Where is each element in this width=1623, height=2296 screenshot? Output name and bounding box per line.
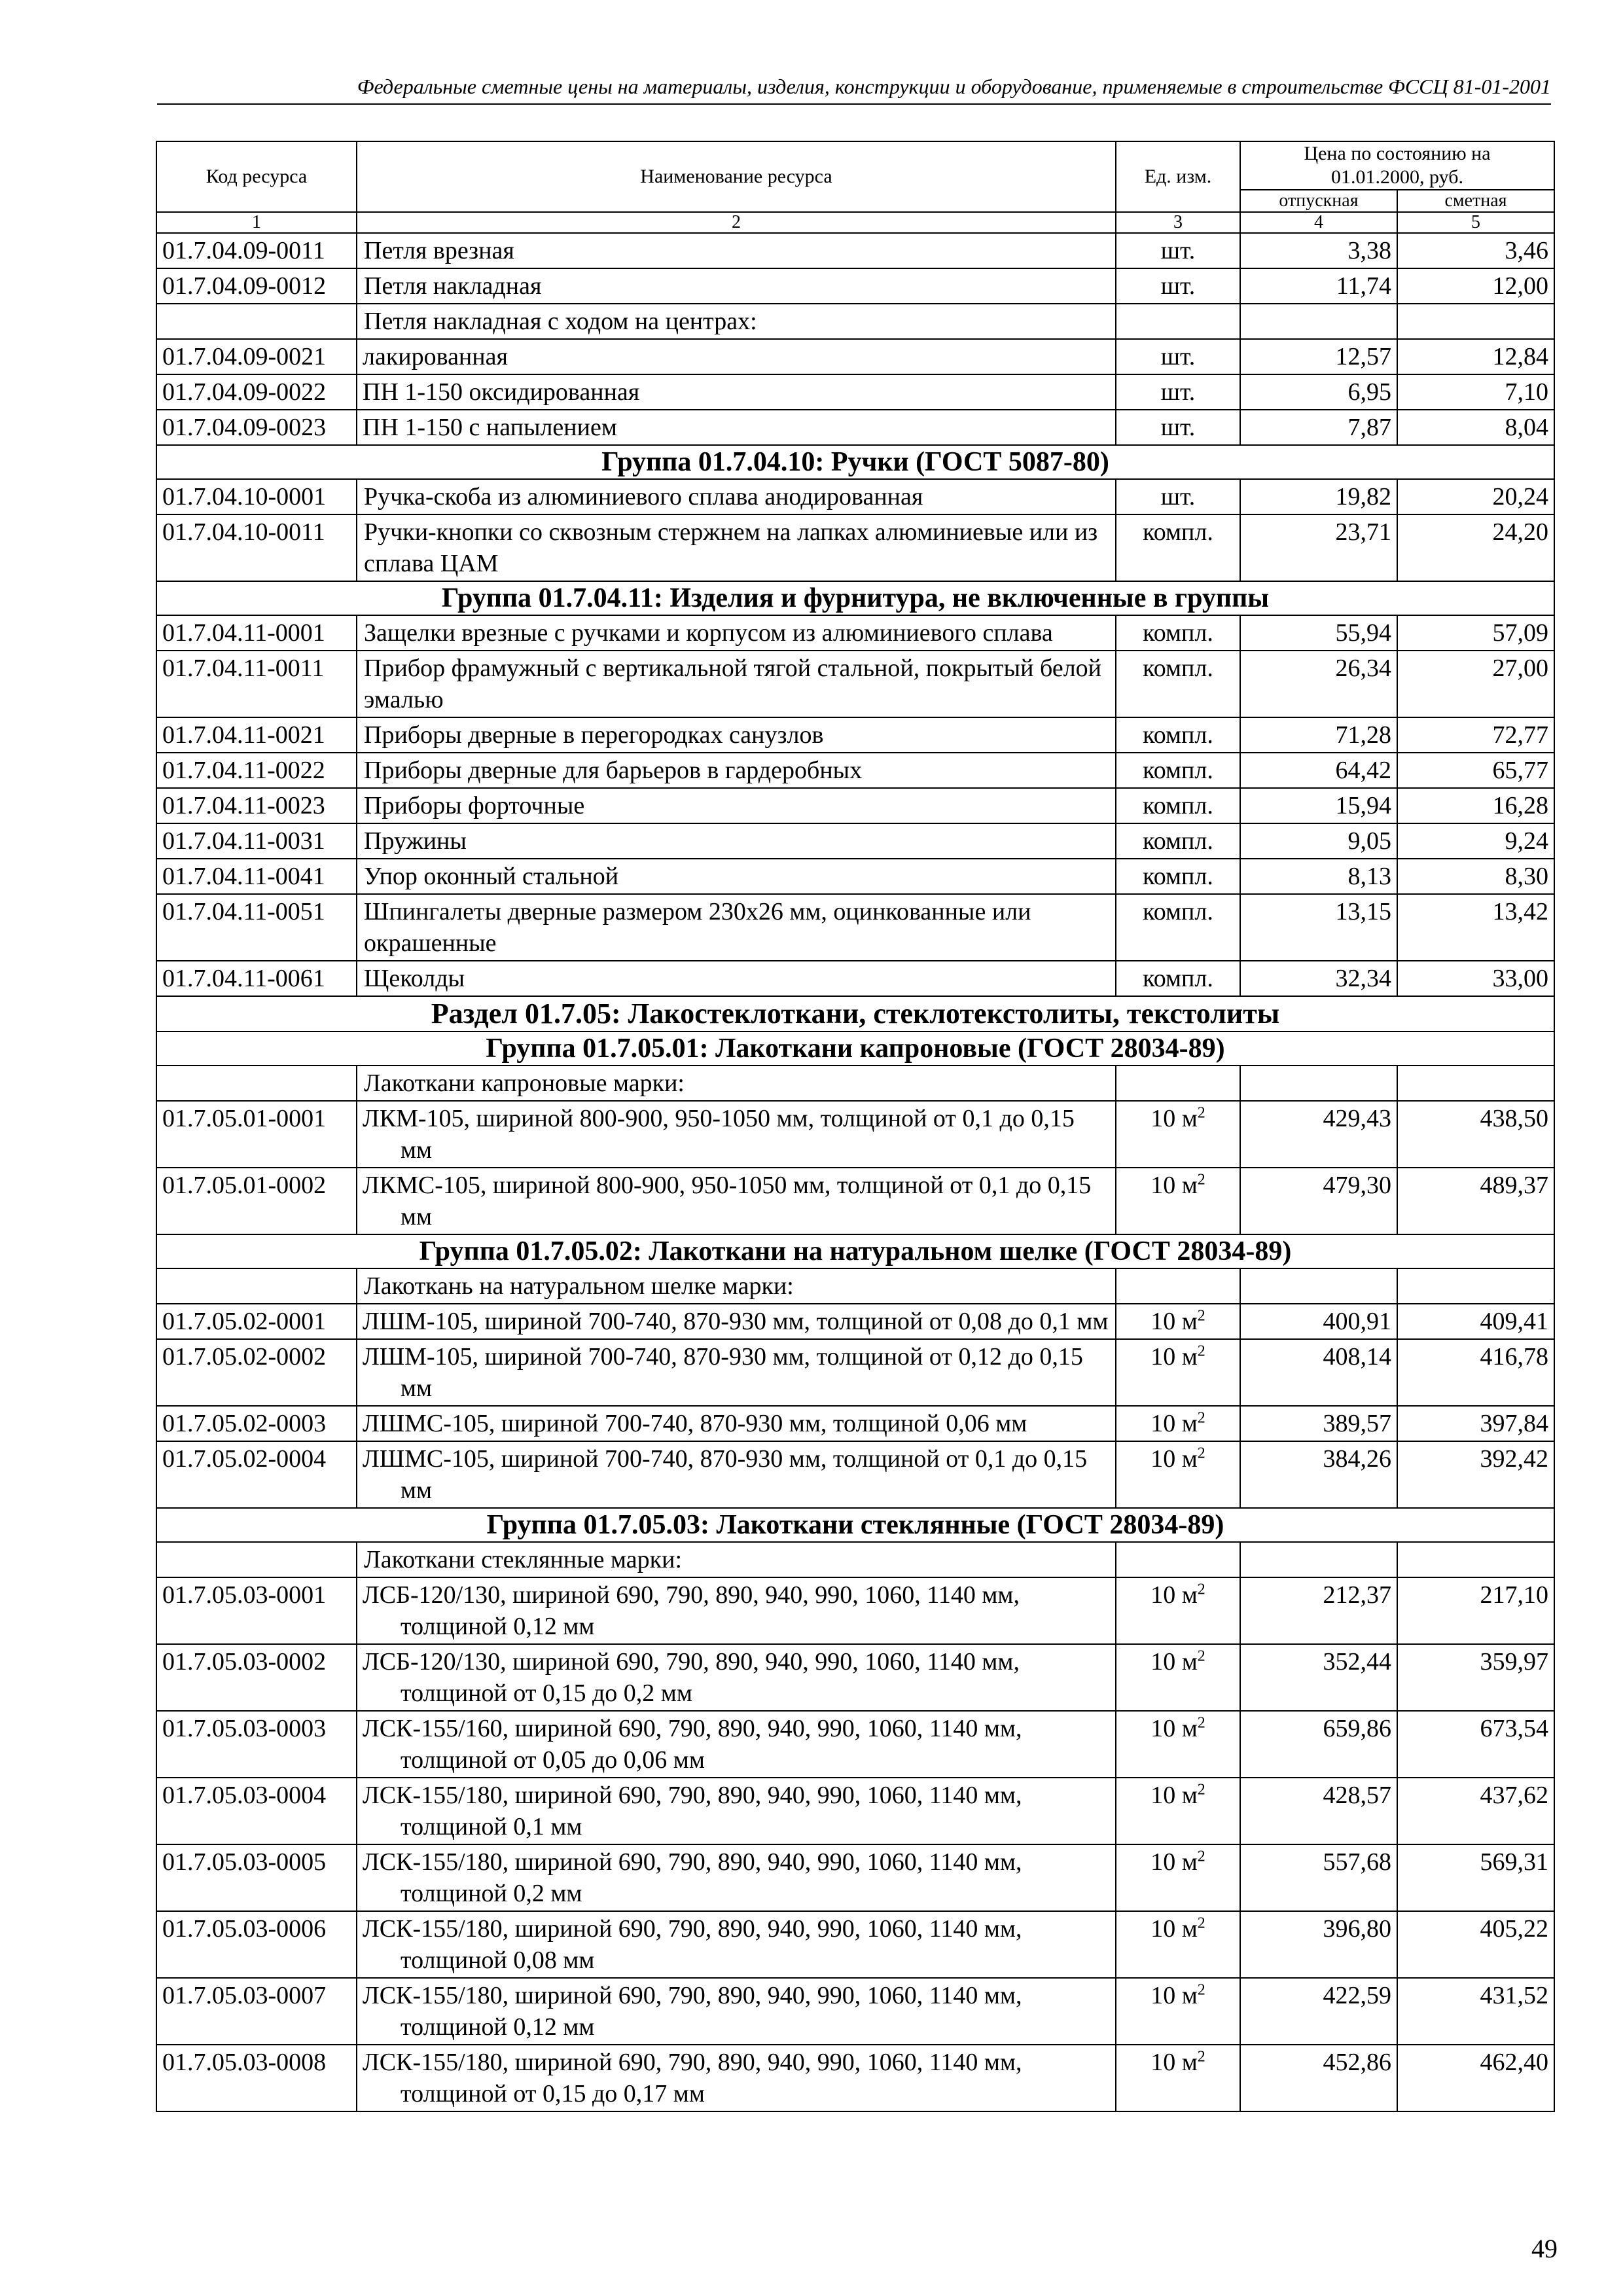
table-row (156, 1406, 1554, 1441)
column-number: 2 (357, 212, 1116, 233)
estimate-price: 16,28 (1397, 788, 1554, 823)
estimate-price: 65,77 (1397, 753, 1554, 788)
resource-code: 01.7.05.02-0003 (156, 1406, 357, 1441)
estimate-price: 431,52 (1397, 1978, 1554, 2045)
release-price: 557,68 (1240, 1844, 1397, 1911)
subheading-row (156, 1066, 1554, 1101)
unit-cell (1116, 753, 1240, 788)
header-name: Наименование ресурса (357, 141, 1116, 212)
table-row (156, 823, 1554, 859)
header-estimate: сметная (1397, 190, 1554, 212)
release-price: 11,74 (1240, 268, 1397, 304)
estimate-price: 392,42 (1397, 1441, 1554, 1508)
resource-name: ЛШМС-105, шириной 700-740, 870-930 мм, толщиной 0,06 мм (357, 1406, 1116, 1441)
unit-text: 10 м (1150, 1915, 1198, 1943)
estimate-price: 13,42 (1397, 894, 1554, 961)
resource-name: ЛКМ-105, шириной 800-900, 950-1050 мм, толщиной от 0,1 до 0,15 мм (357, 1101, 1116, 1168)
unit-superscript: 2 (1197, 1981, 1205, 1999)
resource-code: 01.7.04.11-0023 (156, 788, 357, 823)
release-price: 212,37 (1240, 1577, 1397, 1644)
unit-cell (1116, 514, 1240, 581)
unit-cell (1116, 1339, 1240, 1406)
resource-code: 01.7.05.03-0008 (156, 2045, 357, 2111)
resource-code: 01.7.04.11-0001 (156, 615, 357, 651)
release-price: 428,57 (1240, 1778, 1397, 1844)
resource-name: Приборы форточные (357, 788, 1116, 823)
table-row (156, 268, 1554, 304)
table-row (156, 651, 1554, 717)
estimate-price: 33,00 (1397, 961, 1554, 996)
resource-code: 01.7.05.03-0005 (156, 1844, 357, 1911)
table-row (156, 1577, 1554, 1644)
resource-code: 01.7.04.09-0012 (156, 268, 357, 304)
release-price-cell (1240, 1542, 1397, 1577)
unit-cell (1116, 1644, 1240, 1711)
resource-name: Приборы дверные в перегородках санузлов (357, 717, 1116, 753)
table-row (156, 615, 1554, 651)
unit-cell (1116, 788, 1240, 823)
unit-cell (1116, 859, 1240, 894)
unit-cell (1116, 615, 1240, 651)
table-row (156, 894, 1554, 961)
table-row (156, 479, 1554, 514)
estimate-price-cell (1397, 1066, 1554, 1101)
estimate-price: 27,00 (1397, 651, 1554, 717)
estimate-price: 409,41 (1397, 1304, 1554, 1339)
resource-code: 01.7.05.02-0002 (156, 1339, 357, 1406)
release-price: 3,38 (1240, 233, 1397, 268)
unit-cell (1116, 268, 1240, 304)
resource-code: 01.7.04.09-0011 (156, 233, 357, 268)
group-title: Группа 01.7.05.02: Лакоткани на натуральном шелке (ГОСТ 28034-89) (156, 1234, 1554, 1268)
unit-text: шт. (1160, 378, 1196, 406)
unit-cell (1116, 479, 1240, 514)
resource-name: ЛШМС-105, шириной 700-740, 870-930 мм, толщиной от 0,1 до 0,15 мм (357, 1441, 1116, 1508)
unit-text: 10 м (1150, 1715, 1198, 1742)
unit-superscript: 2 (1197, 1714, 1205, 1732)
resource-name: Пружины (357, 823, 1116, 859)
unit-cell (1116, 1711, 1240, 1778)
group-title: Группа 01.7.05.03: Лакоткани стеклянные (ГОСТ 28034-89) (156, 1508, 1554, 1542)
resource-code-cell (156, 1268, 357, 1304)
unit-text: шт. (1160, 343, 1196, 370)
resource-name: ЛШМ-105, шириной 700-740, 870-930 мм, толщиной от 0,08 до 0,1 мм (357, 1304, 1116, 1339)
group-heading-row (156, 1031, 1554, 1066)
unit-superscript: 2 (1197, 1914, 1205, 1932)
table-row (156, 788, 1554, 823)
release-price: 429,43 (1240, 1101, 1397, 1168)
resource-code: 01.7.05.03-0006 (156, 1911, 357, 1978)
estimate-price: 7,10 (1397, 374, 1554, 410)
table-row (156, 1644, 1554, 1711)
table-row (156, 339, 1554, 374)
estimate-price: 673,54 (1397, 1711, 1554, 1778)
resource-name: ЛСБ-120/130, шириной 690, 790, 890, 940, 990, 1060, 1140 мм, толщиной от 0,15 до 0,2 мм (357, 1644, 1116, 1711)
release-price: 32,34 (1240, 961, 1397, 996)
resource-code: 01.7.05.02-0004 (156, 1441, 357, 1508)
release-price: 396,80 (1240, 1911, 1397, 1978)
table-row (156, 717, 1554, 753)
resource-code: 01.7.05.01-0001 (156, 1101, 357, 1168)
resource-code: 01.7.05.03-0004 (156, 1778, 357, 1844)
estimate-price: 20,24 (1397, 479, 1554, 514)
resource-name: ЛШМ-105, шириной 700-740, 870-930 мм, толщиной от 0,12 до 0,15 мм (357, 1339, 1116, 1406)
unit-cell (1116, 1978, 1240, 2045)
resource-code: 01.7.04.10-0001 (156, 479, 357, 514)
unit-cell (1116, 1844, 1240, 1911)
resource-name: ЛСК-155/160, шириной 690, 790, 890, 940, 990, 1060, 1140 мм, толщиной от 0,05 до 0,06 мм (357, 1711, 1116, 1778)
unit-text: 10 м (1150, 2049, 1198, 2076)
estimate-price: 489,37 (1397, 1168, 1554, 1234)
release-price: 389,57 (1240, 1406, 1397, 1441)
unit-cell (1116, 1542, 1240, 1577)
release-price: 479,30 (1240, 1168, 1397, 1234)
unit-cell (1116, 1911, 1240, 1978)
estimate-price-cell (1397, 1268, 1554, 1304)
unit-text: 10 м (1150, 1445, 1198, 1473)
unit-text: компл. (1143, 898, 1213, 925)
unit-superscript: 2 (1197, 1781, 1205, 1799)
group-heading-row (156, 445, 1554, 479)
unit-superscript: 2 (1197, 1647, 1205, 1665)
group-heading-row (156, 1508, 1554, 1542)
unit-cell (1116, 823, 1240, 859)
resource-name: Приборы дверные для барьеров в гардеробных (357, 753, 1116, 788)
unit-cell (1116, 233, 1240, 268)
section-title: Раздел 01.7.05: Лакостеклоткани, стеклотекстолиты, текстолиты (156, 996, 1554, 1031)
unit-cell (1116, 339, 1240, 374)
resource-code: 01.7.04.11-0051 (156, 894, 357, 961)
subheading-text: Петля накладная с ходом на центрах: (357, 304, 1116, 339)
unit-cell (1116, 894, 1240, 961)
resource-name: Упор оконный стальной (357, 859, 1116, 894)
release-price: 15,94 (1240, 788, 1397, 823)
resource-name: ЛСК-155/180, шириной 690, 790, 890, 940, 990, 1060, 1140 мм, толщиной 0,2 мм (357, 1844, 1116, 1911)
resource-name: ЛСК-155/180, шириной 690, 790, 890, 940, 990, 1060, 1140 мм, толщиной от 0,15 до 0,17 мм (357, 2045, 1116, 2111)
resource-name: ЛСК-155/180, шириной 690, 790, 890, 940, 990, 1060, 1140 мм, толщиной 0,08 мм (357, 1911, 1116, 1978)
resource-code-cell (156, 1066, 357, 1101)
column-number: 5 (1397, 212, 1554, 233)
release-price: 6,95 (1240, 374, 1397, 410)
resource-code: 01.7.04.11-0011 (156, 651, 357, 717)
resource-name: Ручки-кнопки со сквозным стержнем на лапках алюминиевые или из сплава ЦАМ (357, 514, 1116, 581)
resource-code: 01.7.04.09-0021 (156, 339, 357, 374)
table-body (156, 233, 1554, 2111)
table-row (156, 1711, 1554, 1778)
unit-text: шт. (1160, 237, 1196, 264)
release-price: 13,15 (1240, 894, 1397, 961)
release-price: 71,28 (1240, 717, 1397, 753)
resource-code: 01.7.04.09-0023 (156, 410, 357, 445)
table-row (156, 514, 1554, 581)
unit-text: шт. (1160, 483, 1196, 511)
estimate-price: 462,40 (1397, 2045, 1554, 2111)
unit-text: 10 м (1150, 1105, 1198, 1132)
release-price: 384,26 (1240, 1441, 1397, 1508)
resource-name: Ручка-скоба из алюминиевого сплава анодированная (357, 479, 1116, 514)
table-row (156, 1168, 1554, 1234)
resource-name: ЛСК-155/180, шириной 690, 790, 890, 940, 990, 1060, 1140 мм, толщиной 0,12 мм (357, 1978, 1116, 2045)
unit-cell (1116, 1577, 1240, 1644)
release-price-cell (1240, 1268, 1397, 1304)
estimate-price: 416,78 (1397, 1339, 1554, 1406)
estimate-price: 57,09 (1397, 615, 1554, 651)
unit-cell (1116, 961, 1240, 996)
estimate-price: 9,24 (1397, 823, 1554, 859)
release-price: 26,34 (1240, 651, 1397, 717)
table-row (156, 1778, 1554, 1844)
estimate-price: 569,31 (1397, 1844, 1554, 1911)
resource-name: Прибор фрамужный с вертикальной тягой стальной, покрытый белой эмалью (357, 651, 1116, 717)
table-row (156, 1978, 1554, 2045)
unit-text: 10 м (1150, 1848, 1198, 1876)
estimate-price: 397,84 (1397, 1406, 1554, 1441)
resource-name: ПН 1-150 оксидированная (357, 374, 1116, 410)
resource-code: 01.7.04.11-0061 (156, 961, 357, 996)
release-price: 659,86 (1240, 1711, 1397, 1778)
unit-cell (1116, 1101, 1240, 1168)
header-unit: Ед. изм. (1116, 141, 1240, 212)
unit-text: 10 м (1150, 1343, 1198, 1371)
release-price: 12,57 (1240, 339, 1397, 374)
resource-name: ЛСБ-120/130, шириной 690, 790, 890, 940, 990, 1060, 1140 мм, толщиной 0,12 мм (357, 1577, 1116, 1644)
resource-code-cell (156, 1542, 357, 1577)
table-row (156, 410, 1554, 445)
unit-cell (1116, 1304, 1240, 1339)
unit-superscript: 2 (1197, 1409, 1205, 1427)
estimate-price: 12,84 (1397, 339, 1554, 374)
unit-text: 10 м (1150, 1308, 1198, 1335)
release-price: 408,14 (1240, 1339, 1397, 1406)
release-price-cell (1240, 1066, 1397, 1101)
resource-code: 01.7.05.03-0002 (156, 1644, 357, 1711)
unit-superscript: 2 (1197, 1342, 1205, 1360)
resource-code: 01.7.04.11-0031 (156, 823, 357, 859)
table-row (156, 961, 1554, 996)
estimate-price: 12,00 (1397, 268, 1554, 304)
resource-name: Петля накладная (357, 268, 1116, 304)
resource-name: ЛКМС-105, шириной 800-900, 950-1050 мм, толщиной от 0,1 до 0,15 мм (357, 1168, 1116, 1234)
resource-code: 01.7.04.09-0022 (156, 374, 357, 410)
unit-text: компл. (1143, 965, 1213, 992)
subheading-text: Лакоткань на натуральном шелке марки: (357, 1268, 1116, 1304)
resource-code: 01.7.04.11-0021 (156, 717, 357, 753)
release-price: 19,82 (1240, 479, 1397, 514)
group-title: Группа 01.7.04.10: Ручки (ГОСТ 5087-80) (156, 445, 1554, 479)
unit-superscript: 2 (1197, 1848, 1205, 1865)
release-price: 7,87 (1240, 410, 1397, 445)
subheading-text: Лакоткани стеклянные марки: (357, 1542, 1116, 1577)
header-code: Код ресурса (156, 141, 357, 212)
column-number-row (156, 212, 1554, 233)
table-row (156, 753, 1554, 788)
table-row (156, 1101, 1554, 1168)
release-price: 8,13 (1240, 859, 1397, 894)
unit-text: 10 м (1150, 1581, 1198, 1609)
unit-superscript: 2 (1197, 1104, 1205, 1122)
release-price: 452,86 (1240, 2045, 1397, 2111)
group-heading-row (156, 1234, 1554, 1268)
unit-cell (1116, 1441, 1240, 1508)
release-price: 55,94 (1240, 615, 1397, 651)
estimate-price-cell (1397, 304, 1554, 339)
unit-text: компл. (1143, 757, 1213, 784)
unit-superscript: 2 (1197, 1307, 1205, 1325)
resource-name: ПН 1-150 с напылением (357, 410, 1116, 445)
unit-superscript: 2 (1197, 2048, 1205, 2066)
resource-code: 01.7.04.10-0011 (156, 514, 357, 581)
unit-text: 10 м (1150, 1782, 1198, 1809)
unit-text: компл. (1143, 655, 1213, 682)
subheading-text: Лакоткани капроновые марки: (357, 1066, 1116, 1101)
resource-code: 01.7.05.02-0001 (156, 1304, 357, 1339)
unit-cell (1116, 1268, 1240, 1304)
resource-code: 01.7.05.03-0007 (156, 1978, 357, 2045)
resource-code: 01.7.05.03-0001 (156, 1577, 357, 1644)
unit-text: компл. (1143, 721, 1213, 749)
unit-text: шт. (1160, 272, 1196, 300)
unit-cell (1116, 304, 1240, 339)
resource-code: 01.7.04.11-0041 (156, 859, 357, 894)
unit-text: 10 м (1150, 1410, 1198, 1437)
estimate-price-cell (1397, 1542, 1554, 1577)
unit-superscript: 2 (1197, 1171, 1205, 1189)
column-number: 1 (156, 212, 357, 233)
table-row (156, 233, 1554, 268)
unit-text: компл. (1143, 619, 1213, 647)
table-row (156, 1844, 1554, 1911)
unit-cell (1116, 1168, 1240, 1234)
unit-cell (1116, 1406, 1240, 1441)
running-header: Федеральные сметные цены на материалы, изделия, конструкции и оборудование, применяемые в строительстве ФССЦ 81-01-2001 (157, 73, 1551, 105)
group-title: Группа 01.7.05.01: Лакоткани капроновые (ГОСТ 28034-89) (156, 1031, 1554, 1066)
unit-text: шт. (1160, 414, 1196, 441)
estimate-price: 217,10 (1397, 1577, 1554, 1644)
resource-name: Петля врезная (357, 233, 1116, 268)
estimate-price: 438,50 (1397, 1101, 1554, 1168)
unit-text: компл. (1143, 827, 1213, 855)
estimate-price: 8,04 (1397, 410, 1554, 445)
release-price: 64,42 (1240, 753, 1397, 788)
unit-cell (1116, 410, 1240, 445)
unit-text: компл. (1143, 863, 1213, 890)
resource-code: 01.7.05.01-0002 (156, 1168, 357, 1234)
release-price-cell (1240, 304, 1397, 339)
unit-cell (1116, 2045, 1240, 2111)
subheading-row (156, 1542, 1554, 1577)
column-number: 3 (1116, 212, 1240, 233)
column-number: 4 (1240, 212, 1397, 233)
release-price: 400,91 (1240, 1304, 1397, 1339)
estimate-price: 405,22 (1397, 1911, 1554, 1978)
unit-text: 10 м (1150, 1648, 1198, 1676)
unit-cell (1116, 717, 1240, 753)
estimate-price: 437,62 (1397, 1778, 1554, 1844)
release-price: 9,05 (1240, 823, 1397, 859)
unit-text: компл. (1143, 518, 1213, 546)
resource-name: лакированная (357, 339, 1116, 374)
estimate-price: 72,77 (1397, 717, 1554, 753)
price-table (156, 141, 1555, 2112)
release-price: 352,44 (1240, 1644, 1397, 1711)
estimate-price: 359,97 (1397, 1644, 1554, 1711)
header-release: отпускная (1240, 190, 1397, 212)
estimate-price: 8,30 (1397, 859, 1554, 894)
unit-superscript: 2 (1197, 1444, 1205, 1462)
section-heading-row (156, 996, 1554, 1031)
table-row (156, 2045, 1554, 2111)
unit-text: компл. (1143, 792, 1213, 819)
table-row (156, 859, 1554, 894)
header-price: Цена по состоянию на 01.01.2000, руб. (1240, 141, 1554, 190)
unit-text: 10 м (1150, 1172, 1198, 1199)
resource-name: Шпингалеты дверные размером 230х26 мм, оцинкованные или окрашенные (357, 894, 1116, 961)
group-heading-row (156, 581, 1554, 615)
resource-name: Защелки врезные с ручками и корпусом из алюминиевого сплава (357, 615, 1116, 651)
release-price: 422,59 (1240, 1978, 1397, 2045)
unit-cell (1116, 1066, 1240, 1101)
group-title: Группа 01.7.04.11: Изделия и фурнитура, не включенные в группы (156, 581, 1554, 615)
estimate-price: 3,46 (1397, 233, 1554, 268)
table-header-row (156, 141, 1554, 190)
unit-cell (1116, 1778, 1240, 1844)
table-row (156, 1304, 1554, 1339)
estimate-price: 24,20 (1397, 514, 1554, 581)
resource-name: ЛСК-155/180, шириной 690, 790, 890, 940, 990, 1060, 1140 мм, толщиной 0,1 мм (357, 1778, 1116, 1844)
resource-code: 01.7.05.03-0003 (156, 1711, 357, 1778)
table-row (156, 374, 1554, 410)
subheading-row (156, 304, 1554, 339)
table-row (156, 1911, 1554, 1978)
unit-text: 10 м (1150, 1982, 1198, 2009)
unit-cell (1116, 651, 1240, 717)
resource-code-cell (156, 304, 357, 339)
unit-superscript: 2 (1197, 1581, 1205, 1598)
resource-code: 01.7.04.11-0022 (156, 753, 357, 788)
subheading-row (156, 1268, 1554, 1304)
release-price: 23,71 (1240, 514, 1397, 581)
table-row (156, 1441, 1554, 1508)
resource-name: Щеколды (357, 961, 1116, 996)
page-number: 49 (1531, 2234, 1558, 2263)
unit-cell (1116, 374, 1240, 410)
table-row (156, 1339, 1554, 1406)
